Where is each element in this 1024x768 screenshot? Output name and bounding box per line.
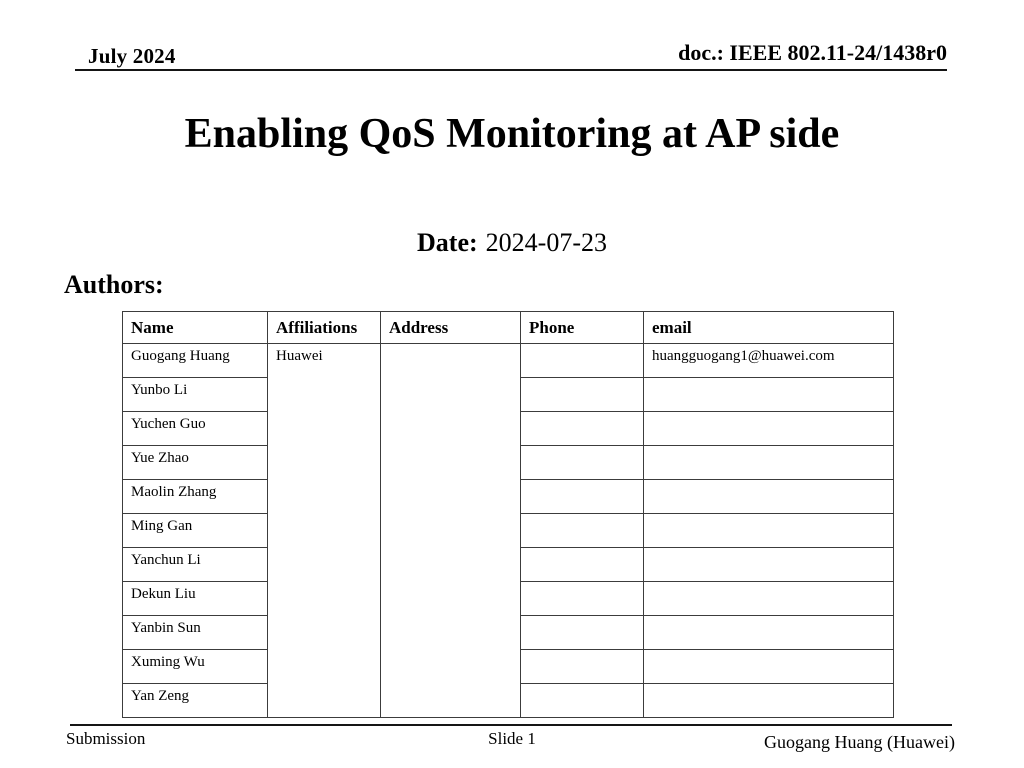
affiliation-cell: Huawei (268, 344, 381, 718)
author-name-cell: Guogang Huang (123, 344, 268, 378)
email-cell (644, 650, 894, 684)
date-line (0, 228, 1024, 258)
authors-label: Authors: (64, 270, 164, 299)
date-value: 2024-07-23 (485, 228, 607, 257)
date-label: Date: (417, 228, 478, 257)
email-cell (644, 480, 894, 514)
table-row (123, 344, 894, 378)
phone-cell (521, 446, 644, 480)
author-name-cell: Yue Zhao (123, 446, 268, 480)
footer-slide-number: Slide 1 (488, 729, 536, 748)
author-name-cell: Yanchun Li (123, 548, 268, 582)
col-header-phone: Phone (521, 312, 644, 344)
col-header-address: Address (381, 312, 521, 344)
col-header-name: Name (123, 312, 268, 344)
header-rule (75, 69, 947, 71)
email-cell (644, 684, 894, 718)
phone-cell (521, 582, 644, 616)
phone-cell (521, 344, 644, 378)
phone-cell (521, 684, 644, 718)
email-cell (644, 548, 894, 582)
footer-author: Guogang Huang (Huawei) (764, 732, 955, 752)
header-date: July 2024 (88, 44, 176, 68)
author-name-cell: Yanbin Sun (123, 616, 268, 650)
author-name-cell: Yuchen Guo (123, 412, 268, 446)
phone-cell (521, 514, 644, 548)
email-cell: huangguogang1@huawei.com (644, 344, 894, 378)
footer-rule (70, 724, 952, 726)
email-cell (644, 514, 894, 548)
slide-title: Enabling QoS Monitoring at AP side (184, 111, 840, 157)
phone-cell (521, 412, 644, 446)
col-header-affiliations: Affiliations (268, 312, 381, 344)
author-name-cell: Ming Gan (123, 514, 268, 548)
author-name-cell: Xuming Wu (123, 650, 268, 684)
phone-cell (521, 616, 644, 650)
address-cell (381, 344, 521, 718)
email-cell (644, 378, 894, 412)
phone-cell (521, 650, 644, 684)
phone-cell (521, 480, 644, 514)
author-name-cell: Dekun Liu (123, 582, 268, 616)
footer-submission: Submission (66, 729, 146, 748)
author-name-cell: Yunbo Li (123, 378, 268, 412)
phone-cell (521, 548, 644, 582)
author-name-cell: Maolin Zhang (123, 480, 268, 514)
email-cell (644, 616, 894, 650)
email-cell (644, 446, 894, 480)
table-header-row (123, 312, 894, 344)
email-cell (644, 412, 894, 446)
col-header-email: email (644, 312, 894, 344)
author-name-cell: Yan Zeng (123, 684, 268, 718)
header-doc-number: doc.: IEEE 802.11-24/1438r0 (678, 40, 947, 65)
phone-cell (521, 378, 644, 412)
authors-table (122, 311, 894, 718)
authors-table-wrap (122, 311, 894, 718)
email-cell (644, 582, 894, 616)
